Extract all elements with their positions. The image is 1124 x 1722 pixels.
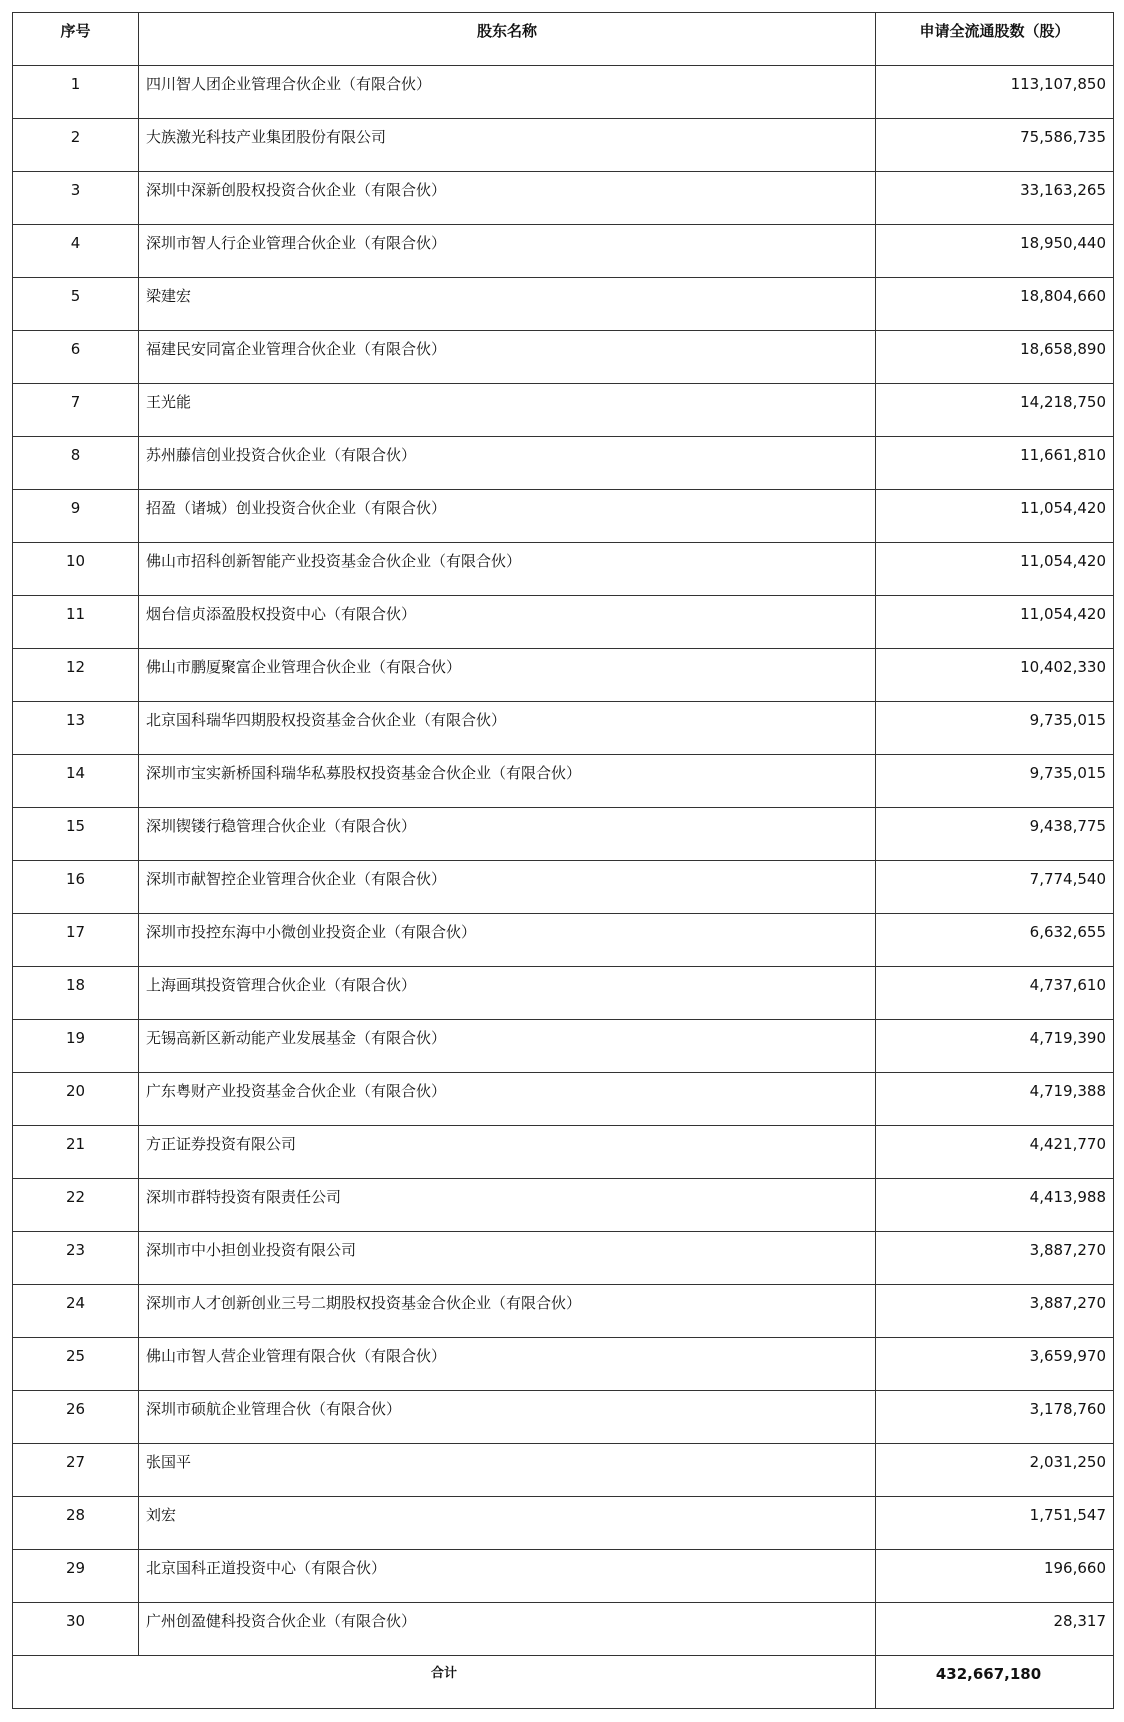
row-shareholder-name: 深圳中深新创股权投资合伙企业（有限合伙）	[146, 181, 447, 199]
row-shares-cell	[876, 861, 1114, 914]
row-shareholder-name-cell	[139, 1603, 876, 1656]
row-shares: 4,737,610	[1029, 976, 1106, 994]
row-seq-cell	[13, 1550, 139, 1603]
row-seq: 23	[65, 1241, 86, 1259]
row-shares-cell	[876, 225, 1114, 278]
row-shareholder-name: 北京国科正道投资中心（有限合伙）	[146, 1559, 387, 1577]
row-seq-cell	[13, 596, 139, 649]
row-shareholder-name-cell	[139, 702, 876, 755]
row-shareholder-name-cell	[139, 384, 876, 437]
table-row	[13, 861, 1114, 914]
table-row	[13, 331, 1114, 384]
table-row	[13, 967, 1114, 1020]
row-seq: 9	[70, 499, 81, 517]
row-shareholder-name-cell	[139, 331, 876, 384]
row-seq: 27	[65, 1453, 86, 1471]
row-shares: 113,107,850	[1010, 75, 1106, 93]
header-cell-name	[139, 13, 876, 66]
row-shares: 4,719,388	[1029, 1082, 1106, 1100]
row-seq: 21	[65, 1135, 86, 1153]
row-seq-cell	[13, 172, 139, 225]
row-seq: 4	[70, 234, 81, 252]
row-seq: 11	[65, 605, 86, 623]
table-row	[13, 437, 1114, 490]
row-shareholder-name-cell	[139, 861, 876, 914]
row-shares-cell	[876, 1020, 1114, 1073]
table-row	[13, 225, 1114, 278]
row-seq-cell	[13, 1232, 139, 1285]
row-seq-cell	[13, 755, 139, 808]
row-seq-cell	[13, 861, 139, 914]
table-row	[13, 172, 1114, 225]
total-shares-cell	[876, 1656, 1114, 1709]
row-shares-cell	[876, 1603, 1114, 1656]
row-shares-cell	[876, 331, 1114, 384]
row-seq: 16	[65, 870, 86, 888]
table-row	[13, 278, 1114, 331]
row-seq-cell	[13, 225, 139, 278]
row-seq-cell	[13, 543, 139, 596]
row-shareholder-name: 烟台信贞添盈股权投资中心（有限合伙）	[146, 605, 417, 623]
row-seq-cell	[13, 1444, 139, 1497]
row-shareholder-name: 梁建宏	[146, 287, 192, 305]
row-shareholder-name: 深圳市智人行企业管理合伙企业（有限合伙）	[146, 234, 447, 252]
row-seq: 30	[65, 1612, 86, 1630]
row-shares: 11,054,420	[1020, 499, 1106, 517]
row-seq-cell	[13, 649, 139, 702]
row-shareholder-name-cell	[139, 490, 876, 543]
table-row	[13, 649, 1114, 702]
row-shares-cell	[876, 1126, 1114, 1179]
row-shareholder-name-cell	[139, 543, 876, 596]
table-row	[13, 1020, 1114, 1073]
row-seq-cell	[13, 1073, 139, 1126]
table-total-row	[13, 1656, 1114, 1709]
row-shares: 4,719,390	[1029, 1029, 1106, 1047]
header-cell-shares	[876, 13, 1114, 66]
row-shareholder-name: 北京国科瑞华四期股权投资基金合伙企业（有限合伙）	[146, 711, 507, 729]
row-shareholder-name-cell	[139, 1126, 876, 1179]
row-shareholder-name: 苏州藤信创业投资合伙企业（有限合伙）	[146, 446, 417, 464]
row-shareholder-name: 深圳市群特投资有限责任公司	[146, 1188, 342, 1206]
row-shares-cell	[876, 808, 1114, 861]
table-row	[13, 596, 1114, 649]
row-shares-cell	[876, 437, 1114, 490]
table-row	[13, 914, 1114, 967]
table-row	[13, 702, 1114, 755]
row-shareholder-name: 佛山市智人营企业管理有限合伙（有限合伙）	[146, 1347, 447, 1365]
row-shareholder-name-cell	[139, 1073, 876, 1126]
row-shareholder-name: 深圳市献智控企业管理合伙企业（有限合伙）	[146, 870, 447, 888]
table-row	[13, 1338, 1114, 1391]
row-shareholder-name: 刘宏	[146, 1506, 177, 1524]
row-shares-cell	[876, 278, 1114, 331]
row-seq-cell	[13, 1497, 139, 1550]
row-seq: 12	[65, 658, 86, 676]
row-shareholder-name-cell	[139, 1497, 876, 1550]
row-seq: 17	[65, 923, 86, 941]
header-cell-seq	[13, 13, 139, 66]
row-shares-cell	[876, 490, 1114, 543]
table-row	[13, 1444, 1114, 1497]
table-row	[13, 755, 1114, 808]
row-shares: 28,317	[1053, 1612, 1106, 1630]
row-shareholder-name: 佛山市鹏厦聚富企业管理合伙企业（有限合伙）	[146, 658, 462, 676]
header-name-label: 股东名称	[476, 22, 537, 40]
row-shares: 6,632,655	[1029, 923, 1106, 941]
row-shareholder-name-cell	[139, 66, 876, 119]
row-seq-cell	[13, 967, 139, 1020]
row-shareholder-name: 深圳市宝实新桥国科瑞华私募股权投资基金合伙企业（有限合伙）	[146, 764, 582, 782]
row-shares-cell	[876, 172, 1114, 225]
row-shareholder-name: 深圳市中小担创业投资有限公司	[146, 1241, 357, 1259]
row-seq: 6	[70, 340, 81, 358]
row-shares: 3,178,760	[1029, 1400, 1106, 1418]
row-shares-cell	[876, 649, 1114, 702]
row-shareholder-name: 招盈（诸城）创业投资合伙企业（有限合伙）	[146, 499, 447, 517]
row-seq-cell	[13, 278, 139, 331]
row-shares: 33,163,265	[1020, 181, 1106, 199]
row-shareholder-name-cell	[139, 119, 876, 172]
row-shareholder-name: 广东粤财产业投资基金合伙企业（有限合伙）	[146, 1082, 447, 1100]
table-body	[13, 13, 1114, 1709]
row-seq: 18	[65, 976, 86, 994]
row-shareholder-name-cell	[139, 967, 876, 1020]
row-shareholder-name-cell	[139, 172, 876, 225]
table-row	[13, 808, 1114, 861]
row-shares-cell	[876, 1497, 1114, 1550]
row-shareholder-name-cell	[139, 1550, 876, 1603]
row-seq: 25	[65, 1347, 86, 1365]
table-row	[13, 1179, 1114, 1232]
table-header-row	[13, 13, 1114, 66]
row-seq: 2	[70, 128, 81, 146]
total-label: 合计	[430, 1666, 457, 1681]
table-row	[13, 543, 1114, 596]
table-row	[13, 1391, 1114, 1444]
row-seq: 28	[65, 1506, 86, 1524]
row-shares: 2,031,250	[1029, 1453, 1106, 1471]
row-shares: 9,438,775	[1029, 817, 1106, 835]
row-shares-cell	[876, 702, 1114, 755]
row-seq: 13	[65, 711, 86, 729]
row-shareholder-name: 王光能	[146, 393, 192, 411]
row-shareholder-name-cell	[139, 808, 876, 861]
row-seq: 14	[65, 764, 86, 782]
header-shares-label: 申请全流通股数（股）	[919, 22, 1070, 40]
row-seq-cell	[13, 1391, 139, 1444]
row-shares: 10,402,330	[1020, 658, 1106, 676]
row-shareholder-name-cell	[139, 1020, 876, 1073]
row-seq-cell	[13, 490, 139, 543]
row-seq-cell	[13, 1179, 139, 1232]
row-shareholder-name-cell	[139, 437, 876, 490]
row-shares-cell	[876, 967, 1114, 1020]
row-shareholder-name-cell	[139, 914, 876, 967]
row-shares: 11,661,810	[1020, 446, 1106, 464]
row-shares: 7,774,540	[1029, 870, 1106, 888]
row-shares-cell	[876, 755, 1114, 808]
row-shareholder-name-cell	[139, 649, 876, 702]
row-shares-cell	[876, 1550, 1114, 1603]
row-shares: 18,658,890	[1020, 340, 1106, 358]
row-seq: 8	[70, 446, 81, 464]
total-label-cell	[13, 1656, 876, 1709]
row-seq-cell	[13, 437, 139, 490]
row-shares-cell	[876, 1444, 1114, 1497]
row-seq: 1	[70, 75, 81, 93]
row-seq-cell	[13, 1603, 139, 1656]
row-shares: 11,054,420	[1020, 605, 1106, 623]
row-shares: 18,950,440	[1020, 234, 1106, 252]
table-row	[13, 66, 1114, 119]
row-shares: 11,054,420	[1020, 552, 1106, 570]
row-shares-cell	[876, 596, 1114, 649]
table-row	[13, 1497, 1114, 1550]
shareholder-table	[12, 12, 1114, 1709]
row-seq-cell	[13, 119, 139, 172]
row-shareholder-name: 深圳市投控东海中小微创业投资企业（有限合伙）	[146, 923, 477, 941]
row-seq-cell	[13, 914, 139, 967]
row-seq: 26	[65, 1400, 86, 1418]
row-shares: 3,887,270	[1029, 1294, 1106, 1312]
row-seq-cell	[13, 1338, 139, 1391]
row-seq-cell	[13, 702, 139, 755]
row-seq: 10	[65, 552, 86, 570]
row-shares: 4,413,988	[1029, 1188, 1106, 1206]
table-row	[13, 1073, 1114, 1126]
row-shareholder-name-cell	[139, 278, 876, 331]
row-shareholder-name: 上海画琪投资管理合伙企业（有限合伙）	[146, 976, 417, 994]
row-shareholder-name: 福建民安同富企业管理合伙企业（有限合伙）	[146, 340, 447, 358]
row-shareholder-name-cell	[139, 1232, 876, 1285]
table-row	[13, 490, 1114, 543]
row-shares-cell	[876, 384, 1114, 437]
row-shares: 75,586,735	[1020, 128, 1106, 146]
row-shareholder-name: 广州创盈健科投资合伙企业（有限合伙）	[146, 1612, 417, 1630]
table-row	[13, 1285, 1114, 1338]
row-seq-cell	[13, 1126, 139, 1179]
row-seq: 7	[70, 393, 81, 411]
row-shares: 18,804,660	[1020, 287, 1106, 305]
row-shareholder-name-cell	[139, 596, 876, 649]
row-shareholder-name-cell	[139, 225, 876, 278]
row-shareholder-name: 四川智人团企业管理合伙企业（有限合伙）	[146, 75, 432, 93]
row-shares-cell	[876, 1073, 1114, 1126]
row-shares-cell	[876, 1232, 1114, 1285]
table-row	[13, 1550, 1114, 1603]
row-shares: 1,751,547	[1029, 1506, 1106, 1524]
row-shares-cell	[876, 1179, 1114, 1232]
row-shares-cell	[876, 119, 1114, 172]
row-seq: 20	[65, 1082, 86, 1100]
row-shares: 9,735,015	[1029, 711, 1106, 729]
row-seq: 3	[70, 181, 81, 199]
row-shares-cell	[876, 1285, 1114, 1338]
row-shareholder-name: 深圳锲镂行稳管理合伙企业（有限合伙）	[146, 817, 417, 835]
row-seq: 15	[65, 817, 86, 835]
row-shareholder-name-cell	[139, 755, 876, 808]
row-shareholder-name-cell	[139, 1391, 876, 1444]
row-seq: 5	[70, 287, 81, 305]
row-shares-cell	[876, 543, 1114, 596]
row-shareholder-name: 方正证券投资有限公司	[146, 1135, 297, 1153]
row-seq-cell	[13, 331, 139, 384]
table-row	[13, 1232, 1114, 1285]
row-seq-cell	[13, 1285, 139, 1338]
row-shareholder-name-cell	[139, 1179, 876, 1232]
row-seq-cell	[13, 808, 139, 861]
row-seq-cell	[13, 384, 139, 437]
row-seq-cell	[13, 66, 139, 119]
row-seq: 24	[65, 1294, 86, 1312]
row-shareholder-name: 无锡高新区新动能产业发展基金（有限合伙）	[146, 1029, 447, 1047]
row-shareholder-name-cell	[139, 1444, 876, 1497]
table-row	[13, 1603, 1114, 1656]
row-shareholder-name: 深圳市人才创新创业三号二期股权投资基金合伙企业（有限合伙）	[146, 1294, 582, 1312]
row-shares: 4,421,770	[1029, 1135, 1106, 1153]
row-shares-cell	[876, 66, 1114, 119]
row-shares-cell	[876, 1338, 1114, 1391]
row-shareholder-name-cell	[139, 1338, 876, 1391]
row-shareholder-name: 大族激光科技产业集团股份有限公司	[146, 128, 387, 146]
table-row	[13, 1126, 1114, 1179]
row-shareholder-name: 深圳市硕航企业管理合伙（有限合伙）	[146, 1400, 402, 1418]
row-seq: 22	[65, 1188, 86, 1206]
row-shareholder-name: 张国平	[146, 1453, 192, 1471]
row-shares-cell	[876, 1391, 1114, 1444]
row-shares: 14,218,750	[1020, 393, 1106, 411]
row-shares-cell	[876, 914, 1114, 967]
row-seq: 29	[65, 1559, 86, 1577]
row-shareholder-name: 佛山市招科创新智能产业投资基金合伙企业（有限合伙）	[146, 552, 522, 570]
row-shares: 196,660	[1043, 1559, 1106, 1577]
table-row	[13, 384, 1114, 437]
header-seq-label: 序号	[60, 22, 91, 40]
row-shares: 9,735,015	[1029, 764, 1106, 782]
row-shares: 3,887,270	[1029, 1241, 1106, 1259]
row-seq-cell	[13, 1020, 139, 1073]
total-shares: 432,667,180	[935, 1665, 1042, 1683]
row-seq: 19	[65, 1029, 86, 1047]
table-row	[13, 119, 1114, 172]
row-shares: 3,659,970	[1029, 1347, 1106, 1365]
row-shareholder-name-cell	[139, 1285, 876, 1338]
